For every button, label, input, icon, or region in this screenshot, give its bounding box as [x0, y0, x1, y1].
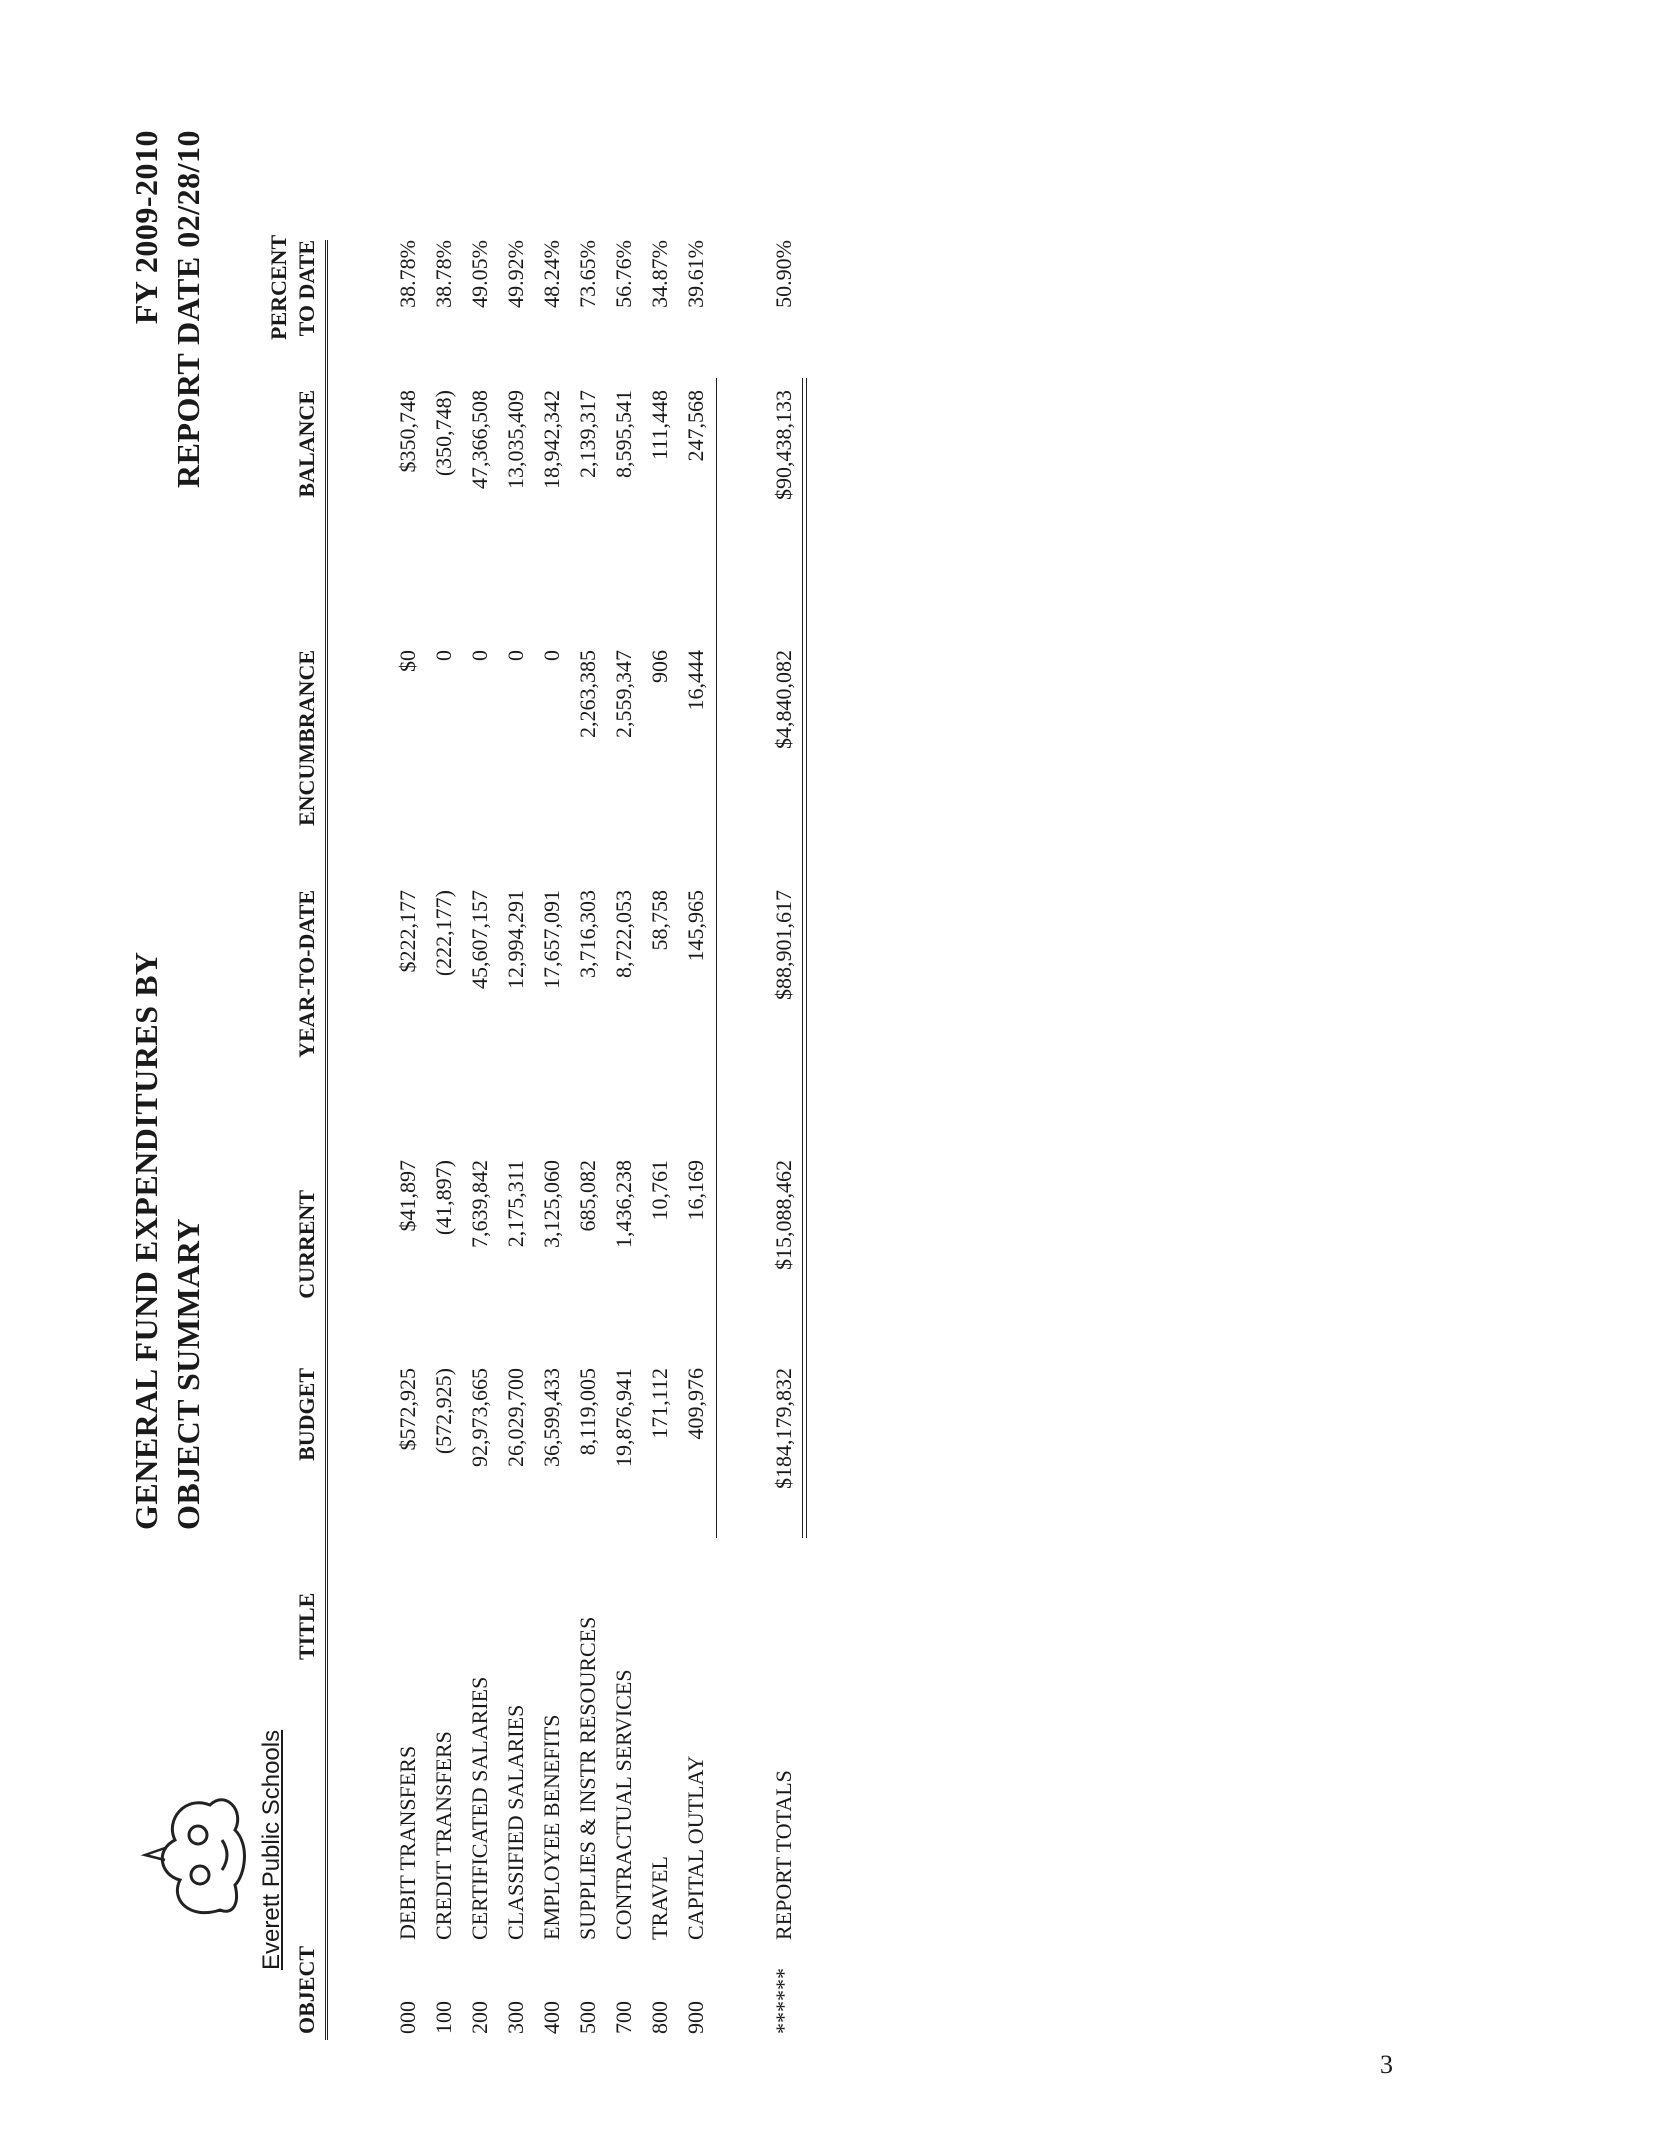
- object-title: CREDIT TRANSFERS: [431, 1731, 456, 1940]
- budget-value: 409,976: [683, 1368, 708, 1440]
- header-encumbrance: ENCUMBRANCE: [294, 650, 319, 826]
- object-code: 200: [467, 2001, 492, 2034]
- ytd-value: (222,177): [431, 890, 456, 977]
- report-title-line1: GENERAL FUND EXPENDITURES BY: [128, 951, 164, 1530]
- totals-double-rule: [802, 378, 807, 1538]
- header-object: OBJECT: [294, 1945, 319, 2034]
- header-percent-line2: TO DATE: [294, 240, 319, 337]
- org-name: Everett Public Schools: [258, 1729, 285, 1970]
- percent-value: 49.92%: [503, 240, 528, 308]
- totals-code: ******: [771, 1968, 796, 2034]
- encumbrance-value: 2,263,385: [575, 650, 600, 738]
- object-code: 800: [647, 2001, 672, 2034]
- budget-value: $572,925: [395, 1368, 420, 1451]
- encumbrance-value: 16,444: [683, 650, 708, 711]
- object-title: CONTRACTUAL SERVICES: [611, 1669, 636, 1940]
- budget-value: 171,112: [647, 1368, 672, 1439]
- current-value: 2,175,311: [503, 1160, 528, 1248]
- header-percent-line1: PERCENT: [266, 234, 291, 340]
- current-value: $41,897: [395, 1160, 420, 1232]
- report-date: REPORT DATE 02/28/10: [170, 130, 206, 488]
- ytd-value: $222,177: [395, 890, 420, 973]
- object-code: 000: [395, 2001, 420, 2034]
- budget-value: (572,925): [431, 1368, 456, 1455]
- header-ytd: YEAR-TO-DATE: [294, 890, 319, 1058]
- ytd-value: 3,716,303: [575, 890, 600, 978]
- current-value: 10,761: [647, 1160, 672, 1221]
- ytd-value: 58,758: [647, 890, 672, 951]
- object-code: 500: [575, 2001, 600, 2034]
- encumbrance-value: 0: [503, 650, 528, 661]
- total-balance: $90,438,133: [771, 390, 796, 500]
- object-code: 300: [503, 2001, 528, 2034]
- encumbrance-value: 2,559,347: [611, 650, 636, 738]
- header-balance: BALANCE: [294, 390, 319, 498]
- total-encumbrance: $4,840,082: [771, 650, 796, 749]
- school-mascot-logo-icon: [140, 1780, 250, 1930]
- report-page: [30, 80, 1330, 2060]
- percent-value: 39.61%: [683, 240, 708, 308]
- ytd-value: 12,994,291: [503, 890, 528, 989]
- percent-value: 38.78%: [431, 240, 456, 308]
- encumbrance-value: 0: [431, 650, 456, 661]
- ytd-value: 17,657,091: [539, 890, 564, 989]
- total-current: $15,088,462: [771, 1160, 796, 1270]
- object-title: CAPITAL OUTLAY: [683, 1755, 708, 1940]
- balance-value: (350,748): [431, 390, 456, 477]
- current-value: 7,639,842: [467, 1160, 492, 1248]
- budget-value: 36,599,433: [539, 1368, 564, 1467]
- balance-value: 18,942,342: [539, 390, 564, 489]
- header-rule: [325, 240, 328, 2040]
- subtotal-rule: [716, 378, 717, 1538]
- budget-value: 92,973,665: [467, 1368, 492, 1467]
- percent-value: 48.24%: [539, 240, 564, 308]
- ytd-value: 8,722,053: [611, 890, 636, 978]
- balance-value: 47,366,508: [467, 390, 492, 489]
- encumbrance-value: $0: [395, 650, 420, 672]
- district-logo: [140, 1730, 290, 1970]
- current-value: 3,125,060: [539, 1160, 564, 1248]
- balance-value: 111,448: [647, 390, 672, 460]
- percent-value: 38.78%: [395, 240, 420, 308]
- balance-value: 8,595,541: [611, 390, 636, 478]
- report-title-line2: OBJECT SUMMARY: [170, 1218, 206, 1530]
- balance-value: $350,748: [395, 390, 420, 473]
- encumbrance-value: 906: [647, 650, 672, 683]
- object-title: EMPLOYEE BENEFITS: [539, 1714, 564, 1940]
- balance-value: 13,035,409: [503, 390, 528, 489]
- page-number: 3: [1380, 2050, 1393, 2079]
- balance-value: 247,568: [683, 390, 708, 462]
- percent-value: 49.05%: [467, 240, 492, 308]
- budget-value: 8,119,005: [575, 1368, 600, 1456]
- object-title: CLASSIFIED SALARIES: [503, 1704, 528, 1940]
- ytd-value: 145,965: [683, 890, 708, 962]
- header-title: TITLE: [294, 1592, 319, 1660]
- fiscal-year: FY 2009-2010: [128, 130, 164, 325]
- ytd-value: 45,607,157: [467, 890, 492, 989]
- current-value: (41,897): [431, 1160, 456, 1236]
- percent-value: 34.87%: [647, 240, 672, 308]
- object-title: SUPPLIES & INSTR RESOURCES: [575, 1616, 600, 1940]
- object-title: DEBIT TRANSFERS: [395, 1745, 420, 1940]
- totals-title: REPORT TOTALS: [771, 1770, 796, 1940]
- total-percent: 50.90%: [771, 240, 796, 308]
- percent-value: 56.76%: [611, 240, 636, 308]
- total-budget: $184,179,832: [771, 1368, 796, 1489]
- budget-value: 19,876,941: [611, 1368, 636, 1467]
- current-value: 16,169: [683, 1160, 708, 1221]
- current-value: 1,436,238: [611, 1160, 636, 1248]
- header-budget: BUDGET: [294, 1368, 319, 1461]
- percent-value: 73.65%: [575, 240, 600, 308]
- object-title: CERTIFICATED SALARIES: [467, 1676, 492, 1940]
- balance-value: 2,139,317: [575, 390, 600, 478]
- object-title: TRAVEL: [647, 1856, 672, 1940]
- encumbrance-value: 0: [467, 650, 492, 661]
- encumbrance-value: 0: [539, 650, 564, 661]
- current-value: 685,082: [575, 1160, 600, 1232]
- total-ytd: $88,901,617: [771, 890, 796, 1000]
- object-code: 400: [539, 2001, 564, 2034]
- object-code: 100: [431, 2001, 456, 2034]
- header-current: CURRENT: [294, 1190, 319, 1299]
- object-code: 700: [611, 2001, 636, 2034]
- budget-value: 26,029,700: [503, 1368, 528, 1467]
- object-code: 900: [683, 2001, 708, 2034]
